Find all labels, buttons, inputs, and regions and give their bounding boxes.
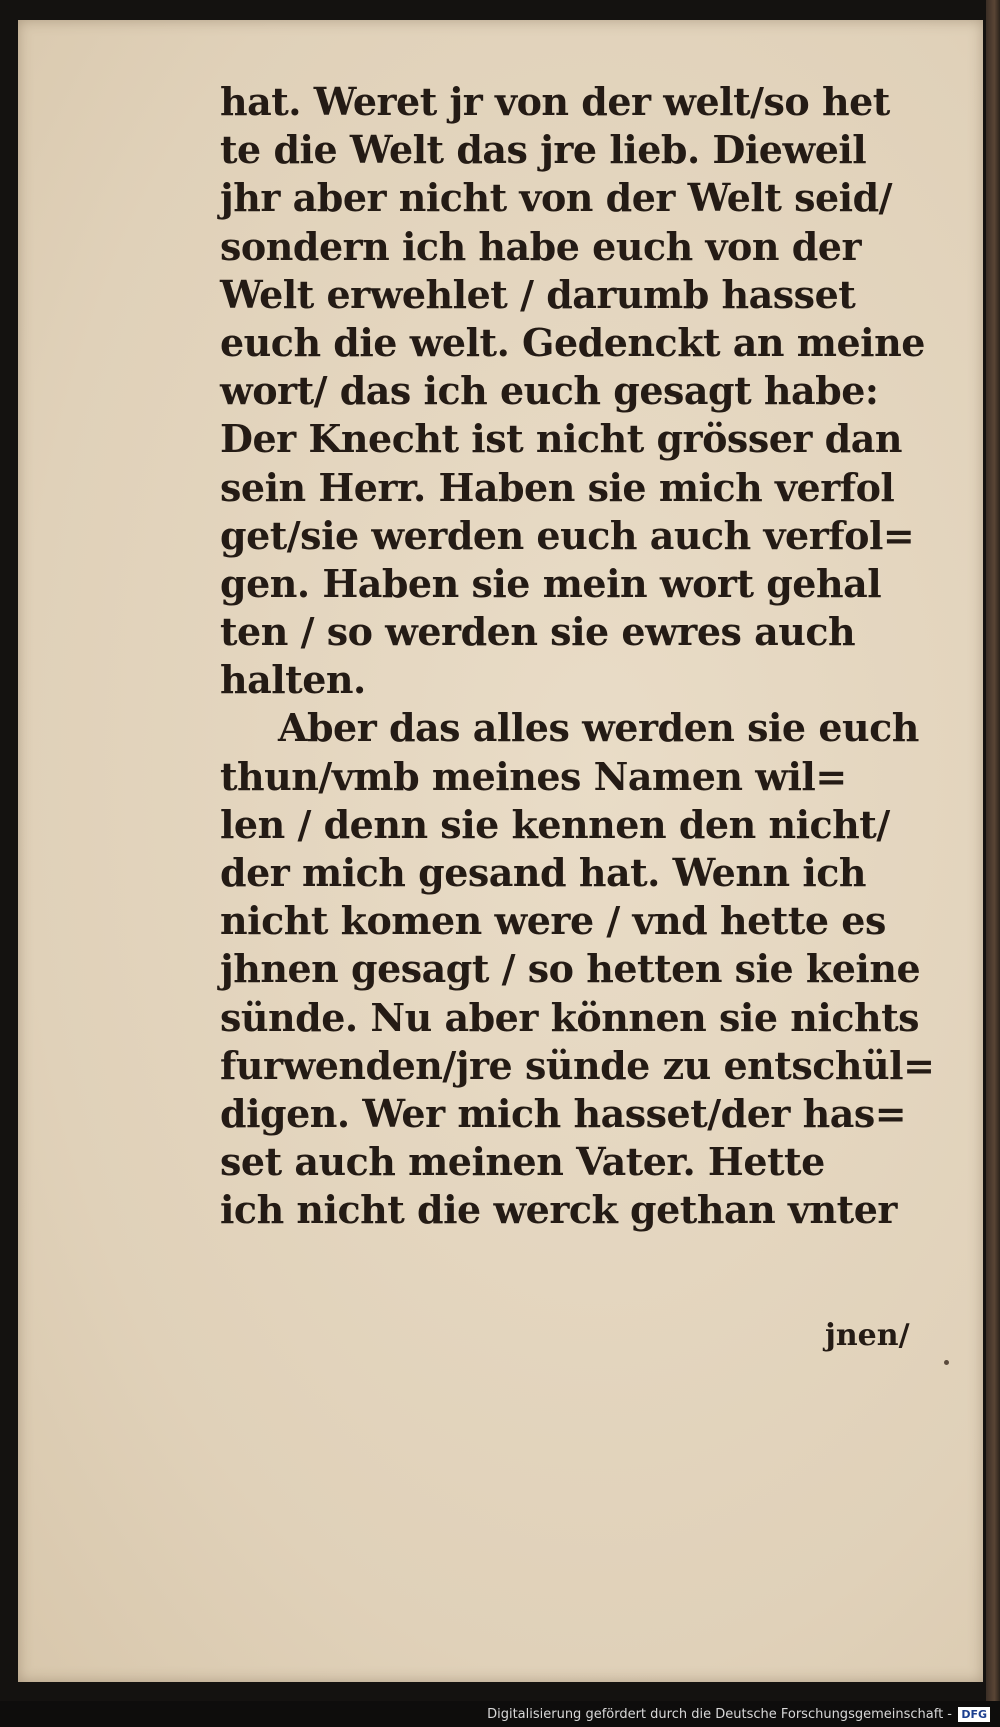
text-line: digen. Wer mich hasset/der has= [220, 1090, 907, 1136]
text-line: sondern ich habe euch von der [220, 223, 861, 269]
text-line: set auch meinen Vater. Hette [220, 1139, 825, 1185]
page-text [220, 78, 935, 1235]
ink-speck [944, 1360, 949, 1365]
text-line: euch die welt. Gedenckt an meine [220, 319, 925, 365]
text-line: thun/vmb meines Namen wil= [220, 753, 847, 799]
text-line: nicht komen were / vnd hette es [220, 898, 886, 944]
text-line: jhr aber nicht von der Welt seid/ [220, 175, 893, 221]
funding-note: Digitalisierung gefördert durch die Deutsche Forschungsgemeinschaft - [487, 1707, 952, 1722]
text-line: Welt erwehlet / darumb hasset [220, 271, 856, 317]
text-line: der mich gesand hat. Wenn ich [220, 850, 867, 895]
footer-bar [0, 1701, 1000, 1727]
text-line: hat. Weret jr von der welt/so het [220, 79, 890, 124]
text-line: len / denn sie kennen den nicht/ [220, 801, 890, 847]
text-line: gen. Haben sie mein wort gehal [220, 560, 882, 606]
book-edge [986, 0, 1000, 1727]
text-line: Der Knecht ist nicht grösser dan [220, 416, 902, 462]
text-line: wort/ das ich euch gesagt habe: [220, 368, 879, 414]
text-line: jhnen gesagt / so hetten sie keine [220, 946, 921, 992]
text-line: sünde. Nu aber können sie nichts [220, 994, 920, 1040]
paragraph-start-line: Aber das alles werden sie euch [278, 705, 919, 751]
text-line: halten. [220, 657, 366, 703]
text-line: get/sie werden euch auch verfol= [220, 512, 915, 558]
text-line: sein Herr. Haben sie mich verfol [220, 464, 895, 510]
catchword: jnen/ [825, 1318, 910, 1353]
text-line: te die Welt das jre lieb. Dieweil [220, 127, 867, 173]
text-line: ich nicht die werck gethan vnter [220, 1187, 897, 1233]
dfg-logo-icon: DFG [958, 1707, 990, 1722]
text-line: furwenden/jre sünde zu entschül= [220, 1042, 935, 1088]
text-line: ten / so werden sie ewres auch [220, 609, 856, 655]
